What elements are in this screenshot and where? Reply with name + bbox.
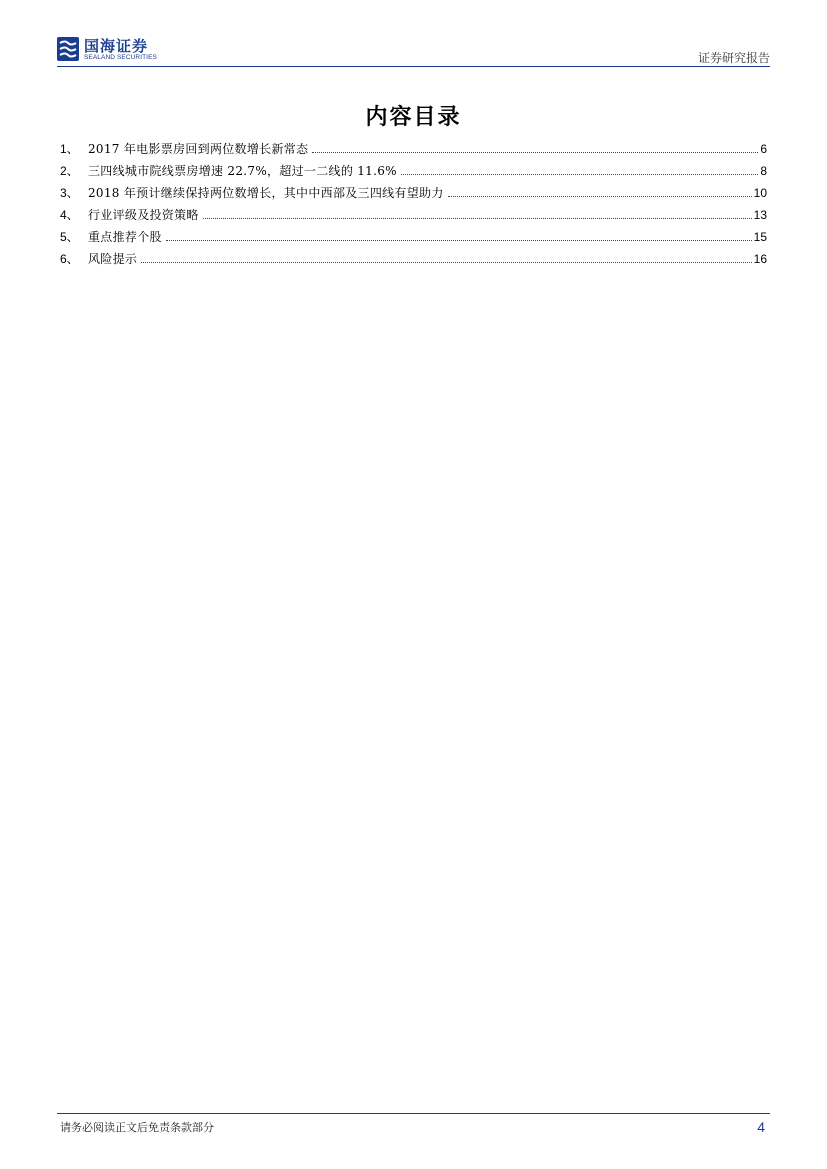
footer-disclaimer: 请务必阅读正文后免责条款部分 <box>60 1121 214 1134</box>
toc-entry-title: 三四线城市院线票房增速 22.7%，超过一二线的 11.6% <box>88 164 397 178</box>
toc-entry-number: 6、 <box>60 252 79 266</box>
toc-entry-title: 2017 年电影票房回到两位数增长新常态 <box>88 142 309 156</box>
toc-entry-5[interactable] <box>60 228 767 250</box>
toc-dot-leader <box>448 195 752 197</box>
toc-dot-leader <box>401 173 758 175</box>
toc-entry-number: 5、 <box>60 230 79 244</box>
company-logo <box>57 37 197 63</box>
toc-dot-leader <box>166 239 752 241</box>
logo-english-name: SEALAND SECURITIES <box>84 54 157 61</box>
toc-dot-leader <box>312 151 758 153</box>
toc-entry-title: 行业评级及投资策略 <box>88 208 199 222</box>
toc-entry-6[interactable] <box>60 250 767 272</box>
sealand-logo-icon <box>57 37 79 61</box>
toc-entry-page: 8 <box>760 164 767 178</box>
page-number: 4 <box>757 1119 765 1135</box>
toc-entry-page: 16 <box>753 252 767 266</box>
toc-entry-3[interactable] <box>60 184 767 206</box>
toc-entry-page: 10 <box>753 186 767 200</box>
toc-entry-number: 4、 <box>60 208 79 222</box>
toc-entry-4[interactable] <box>60 206 767 228</box>
table-of-contents <box>60 140 767 272</box>
toc-entry-number: 1、 <box>60 142 79 156</box>
footer-divider <box>57 1113 770 1114</box>
toc-entry-title: 重点推荐个股 <box>88 230 162 244</box>
toc-dot-leader <box>203 217 752 219</box>
toc-title: 内容目录 <box>365 105 462 130</box>
report-type-label: 证券研究报告 <box>697 51 770 65</box>
toc-entry-title: 风险提示 <box>88 252 138 266</box>
toc-entry-2[interactable] <box>60 162 767 184</box>
header-divider <box>57 66 770 67</box>
toc-entry-page: 15 <box>753 230 767 244</box>
toc-entry-number: 3、 <box>60 186 79 200</box>
toc-entry-page: 13 <box>753 208 767 222</box>
toc-entry-page: 6 <box>760 142 767 156</box>
toc-entry-title: 2018 年预计继续保持两位数增长，其中中西部及三四线有望助力 <box>88 186 444 200</box>
toc-entry-1[interactable] <box>60 140 767 162</box>
page-header <box>57 34 770 66</box>
toc-entry-number: 2、 <box>60 164 79 178</box>
logo-chinese-name: 国海证券 <box>84 37 149 55</box>
toc-dot-leader <box>141 261 751 263</box>
